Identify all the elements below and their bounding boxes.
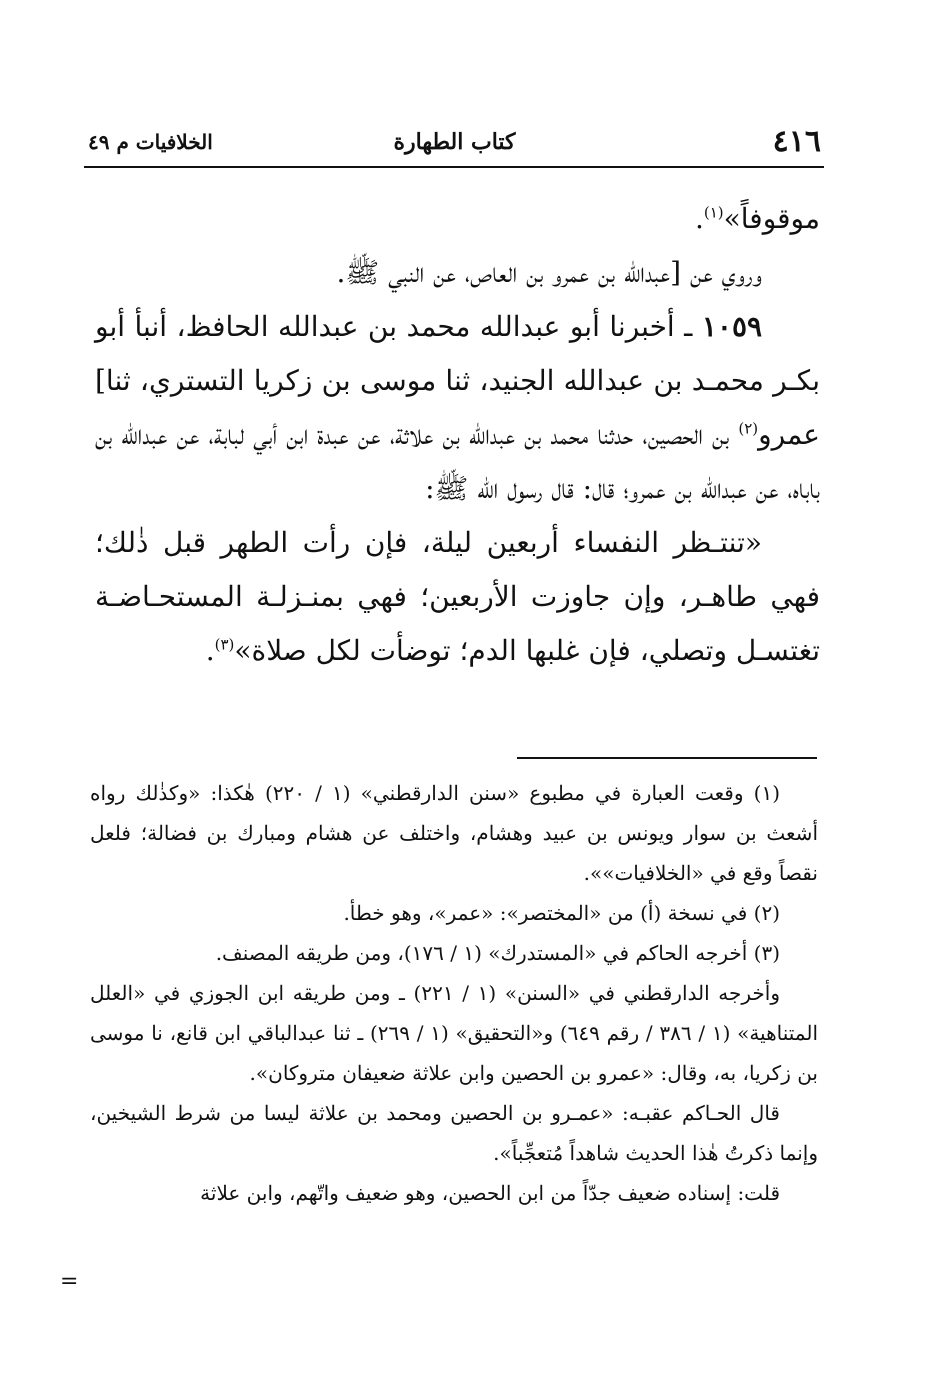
chapter-title: كتاب الطهارة: [393, 129, 516, 155]
footnote-1: (١) وقعت العبارة في مطبوع «سنن الدارقطني» (١ / ٢٢٠) هٰكذا: «وكذٰلك رواه أشعث بن سوار ويونس بن عبيد وهشام، واختلف عن هشام ومبارك بن فضالة؛ فلعل نقصاً وقع في «الخلافيات»».: [90, 781, 818, 885]
footnote-3-continued: وأخرجه الدارقطني في «السنن» (١ / ٢٢١) ـ ومن طريقه ابن الجوزي في «العلل المتناهية» (١ / ٣٨٦ / رقم ٦٤٩) و«التحقيق» (١ / ٢٦٩) ـ ثنا عبدالباقي ابن قانع، نا موسى بن زكريا، به، وقال: «عمرو بن الحصين وابن علاثة ضعيفان متروكان».: [90, 981, 819, 1085]
matn-paragraph: «تنتـظر النفساء أربعين ليلة، فإن رأت الطهر قبل ذٰلك؛ فهي طاهـر، وإن جاوزت الأربعين؛ فهي بمنـزلـة المستحـاضـة تغتسـل وتصلي، فإن غلبها الدم؛ توضأت لكل صلاة»$^{(٣)}$.: [95, 526, 820, 667]
header-divider: [84, 166, 824, 168]
footnotes: [90, 773, 818, 1213]
hadith-number: ١٠٥٩: [701, 310, 763, 343]
main-text: [95, 192, 820, 678]
footnote-ref-3[interactable]: (٣): [214, 635, 235, 654]
footnote-3: (٣) أخرجه الحاكم في «المستدرك» (١ / ١٧٦)، ومن طريقه المصنف.: [215, 941, 780, 965]
page-number: ٤١٦: [772, 124, 821, 159]
footnote-3-hakim: قال الحـاكم عقبـه: «عمـرو بن الحصين ومحمد بن علاثة ليسا من شرط الشيخين، وإنما ذكرتُ هٰذا الحديث شاهداً مُتعجِّباً».: [90, 1101, 818, 1165]
continuation-mark: =: [60, 1269, 79, 1294]
continued-line: موقوفاً»$^{(١)}$.: [694, 202, 820, 235]
riwaya-paragraph: وروي عن [عبدالله بن عمرو بن العاص، عن النبي ﷺ.: [336, 256, 762, 289]
footnote-ref-2[interactable]: (٢): [738, 419, 759, 438]
footnote-3-note: قلت: إسناده ضعيف جدّاً من ابن الحصين، وهو ضعيف واتّهم، وابن علاثة: [200, 1181, 780, 1205]
volume-label: الخلافيات م ٤٩: [88, 130, 213, 154]
isnad-paragraph: ١٠٥٩ ـ أخبرنا أبو عبدالله محمد بن عبدالله الحافظ، أنبأ أبو بكـر محمـد بن عبدالله الجنيد، ثنا موسى بن زكريا التستري، ثنا] عمرو$^{(٢)}$ بن الحصين، حدثنا محمد بن عبدالله بن علاثة، عن عبدة ابن أبي لبابة، عن عبدالله بن باباه، عن عبدالله بن عمرو؛ قال: قال رسول الله ﷺ:: [95, 310, 820, 505]
footnote-ref-1[interactable]: (١): [703, 203, 724, 222]
page-header: [88, 122, 821, 162]
footnote-divider: [517, 757, 817, 759]
footnote-2: (٢) في نسخة (أ) من «المختصر»: «عمر»، وهو خطأ.: [343, 901, 780, 925]
